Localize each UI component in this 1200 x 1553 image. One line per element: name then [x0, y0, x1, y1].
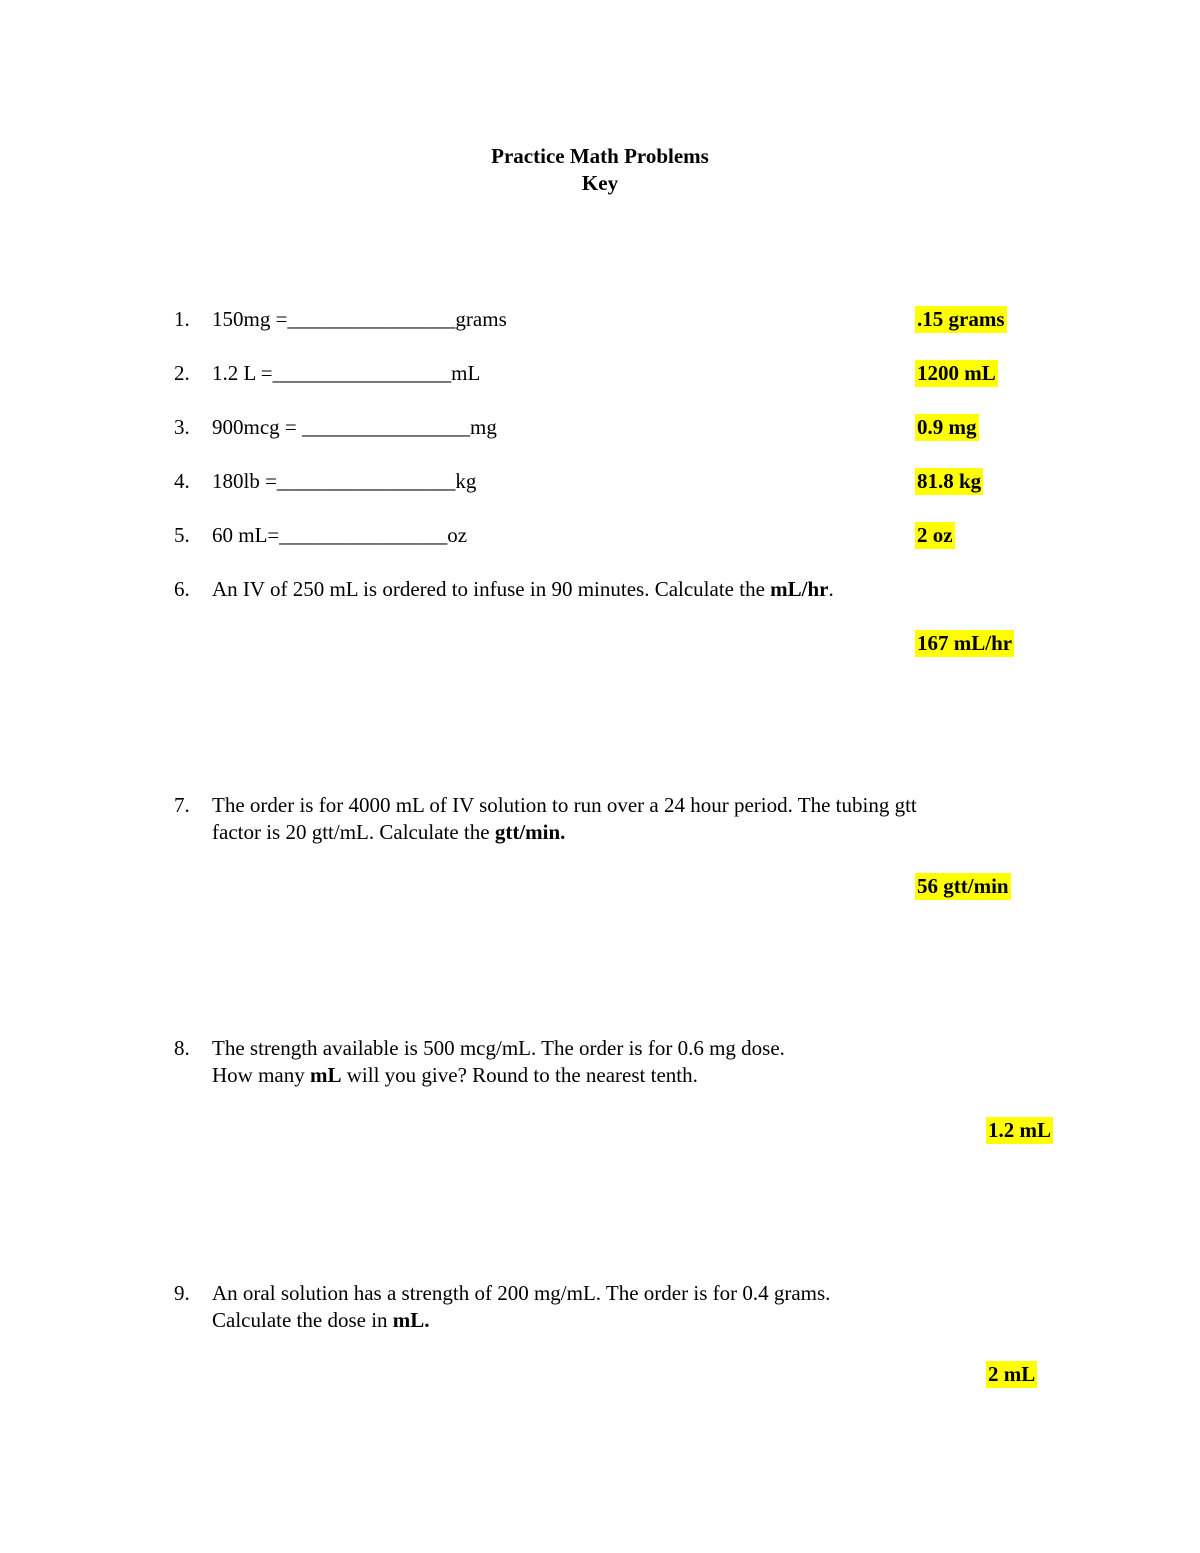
problem-text: 1.2 L =_________________mL [212, 361, 481, 385]
problem-number: 7. [174, 793, 190, 817]
problem-text-bold: gtt/min. [494, 820, 566, 844]
problem-number: 6. [174, 577, 190, 601]
answer-highlight: 81.8 kg [917, 469, 982, 493]
problem-text-bold: mL. [392, 1308, 430, 1332]
problem-text-line1: The order is for 4000 mL of IV solution to run over a 24 hour period. The tubing gtt [212, 793, 917, 817]
problem-number: 1. [174, 307, 190, 331]
problem-number: 5. [174, 523, 190, 547]
problem-text: 180lb =_________________kg [212, 469, 477, 493]
answer-highlight: 2 oz [917, 523, 953, 547]
problem-number: 2. [174, 361, 190, 385]
answer-highlight: 1200 mL [917, 361, 996, 385]
problem-text-plain: factor is 20 gtt/mL. Calculate the [212, 820, 495, 844]
problem-text-line1: An oral solution has a strength of 200 mg/mL. The order is for 0.4 grams. [212, 1281, 831, 1305]
answer-highlight: 0.9 mg [917, 415, 977, 439]
answer-highlight: 1.2 mL [988, 1118, 1051, 1142]
problem-text-line2 [212, 1307, 430, 1334]
problem-text-line1: The strength available is 500 mcg/mL. The order is for 0.6 mg dose. [212, 1036, 785, 1060]
problem-text-end: . [828, 577, 834, 601]
answer-highlight: .15 grams [917, 307, 1005, 331]
problem-text-plain: Calculate the dose in [212, 1308, 393, 1332]
problem-number: 9. [174, 1281, 190, 1305]
problem-text-line2 [212, 819, 565, 846]
problem-text-plain: How many [212, 1063, 310, 1087]
problem-number: 3. [174, 415, 190, 439]
page-subtitle: Key [581, 171, 619, 195]
answer-highlight: 56 gtt/min [917, 874, 1009, 898]
problem-text-bold: mL/hr [770, 577, 829, 601]
problem-text-bold: mL [310, 1063, 342, 1087]
problem-text [212, 576, 834, 603]
answer-highlight: 167 mL/hr [917, 631, 1013, 655]
problem-text-end: will you give? Round to the nearest tenth. [341, 1063, 698, 1087]
problem-text: 60 mL=________________oz [212, 523, 468, 547]
answer-highlight: 2 mL [988, 1362, 1036, 1386]
problem-text-plain: An IV of 250 mL is ordered to infuse in 90 minutes. Calculate the [212, 577, 771, 601]
problem-number: 4. [174, 469, 190, 493]
problem-text-line2 [212, 1062, 698, 1089]
problem-text: 150mg =________________grams [212, 307, 507, 331]
page-title: Practice Math Problems [491, 144, 709, 168]
problem-text: 900mcg = ________________mg [212, 415, 497, 439]
problem-number: 8. [174, 1036, 190, 1060]
